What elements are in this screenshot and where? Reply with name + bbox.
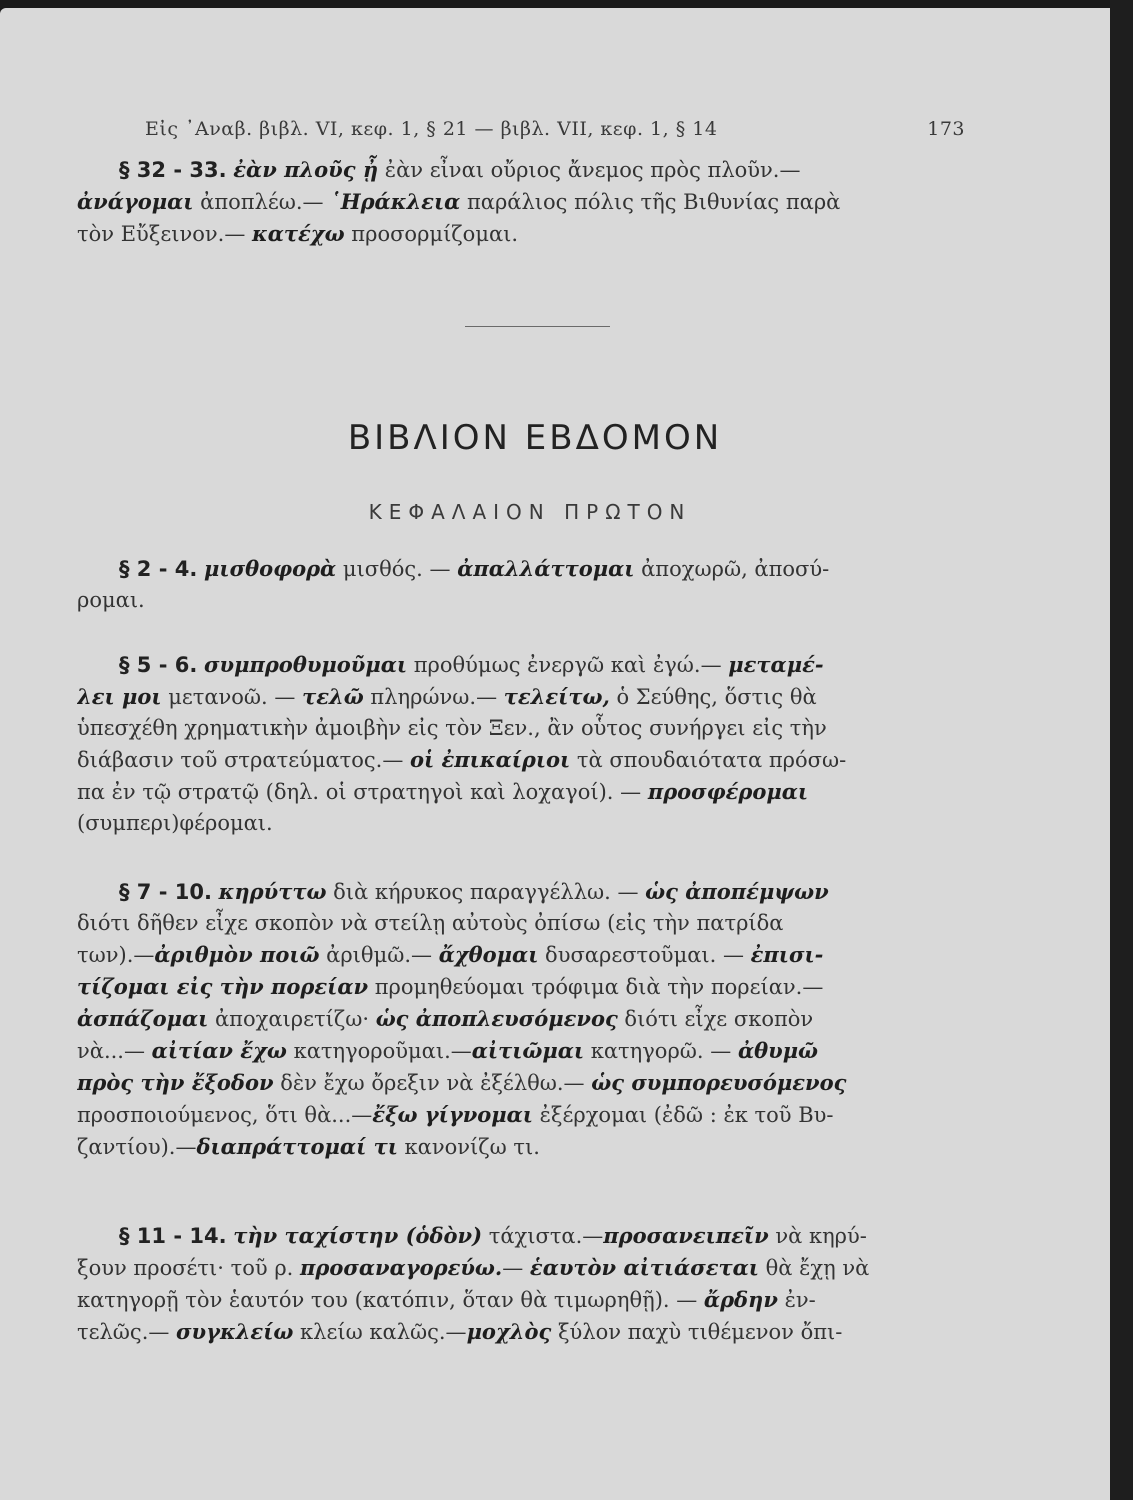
- gloss: (συμπερι)φέρομαι.: [77, 811, 273, 835]
- paragraph-sec-5-6: [77, 649, 967, 839]
- keyword: συμπροθυμοῦμαι: [204, 652, 408, 677]
- gloss: κατηγορῇ τὸν ἑαυτόν του (κατόπιν, ὅταν θὰ τιμωρηθῇ). —: [77, 1288, 704, 1312]
- paragraph-sec-2-4: [77, 553, 967, 616]
- gloss: ξύλον παχὺ τιθέμενον ὄπι-: [551, 1320, 843, 1344]
- gloss: νὰ κηρύ-: [768, 1224, 867, 1248]
- gloss: κανονίζω τι.: [397, 1135, 540, 1159]
- text-line: [77, 744, 967, 776]
- gloss: ἀποχωρῶ, ἀποσύ-: [634, 557, 830, 581]
- keyword: ὡς ἀποπλευσόμενος: [375, 1006, 618, 1031]
- keyword: αἰτιῶμαι: [471, 1038, 585, 1063]
- running-head: [145, 118, 965, 140]
- gloss: προμηθεύομαι τρόφιμα διὰ τὴν πορείαν.—: [368, 975, 824, 999]
- gloss: ξουν προσέτι· τοῦ ρ.: [77, 1256, 301, 1280]
- text-line: [77, 186, 967, 218]
- gloss: ρομαι.: [77, 588, 145, 612]
- keyword: ἔξω γίγνομαι: [372, 1102, 533, 1127]
- text-line: [77, 876, 967, 908]
- text-line: [77, 908, 967, 939]
- keyword: οἱ ἐπικαίριοι: [410, 747, 571, 772]
- gloss: ὑπεσχέθη χρηματικὴν ἀμοιβὴν εἰς τὸν Ξεν., ἂν οὗτος συνήργει εἰς τὴν: [77, 716, 827, 740]
- scan-edge: [1110, 0, 1133, 1500]
- keyword: ἐπισι-: [750, 942, 824, 967]
- keyword: διαπράττομαί τι: [196, 1134, 398, 1159]
- keyword: μοχλὸς: [466, 1319, 552, 1344]
- gloss: ὁ Σεύθης, ὅστις θὰ: [609, 685, 817, 709]
- text-line: [77, 218, 967, 250]
- keyword: ἀνάγομαι: [77, 189, 194, 214]
- gloss: ζαντίου).—: [77, 1135, 197, 1159]
- keyword: πρὸς τὴν ἔξοδον: [77, 1070, 274, 1095]
- keyword: μεταμέ-: [728, 652, 824, 677]
- gloss: ἐξέρχομαι (ἐδῶ : ἐκ τοῦ Βυ-: [532, 1103, 834, 1127]
- text-line: [77, 585, 967, 616]
- text-line: [77, 1220, 967, 1252]
- text-line: [77, 1003, 967, 1035]
- gloss: ἐν-: [777, 1288, 816, 1312]
- gloss: προσποιούμενος, ὅτι θὰ...—: [77, 1103, 373, 1127]
- gloss: τάχιστα.—: [482, 1224, 604, 1248]
- gloss: κλείω καλῶς.—: [293, 1320, 467, 1344]
- text-line: [77, 154, 967, 186]
- keyword: τὴν ταχίστην (ὁδὸν): [233, 1223, 483, 1248]
- text-line: [77, 649, 967, 681]
- text-line: [77, 971, 967, 1003]
- text-line: [77, 1252, 967, 1284]
- gloss: δυσαρεστοῦμαι. —: [538, 943, 751, 967]
- text-line: [77, 1099, 967, 1131]
- keyword: ἀριθμὸν ποιῶ: [154, 942, 320, 967]
- text-line: [77, 681, 967, 713]
- keyword: μισθοφορὰ: [204, 556, 337, 581]
- paragraph-sec-11-14: [77, 1220, 967, 1348]
- text-line: [77, 1316, 967, 1348]
- gloss: προσορμίζομαι.: [344, 222, 519, 246]
- gloss: πα ἐν τῷ στρατῷ (δηλ. οἱ στρατηγοὶ καὶ λοχαγοί). —: [77, 780, 648, 804]
- keyword: κηρύττω: [218, 879, 327, 904]
- text-line: [77, 1131, 967, 1163]
- gloss: πληρώνω.—: [363, 685, 504, 709]
- gloss: διότι δῆθεν εἶχε σκοπὸν νὰ στείλῃ αὐτοὺς ὀπίσω (εἰς τὴν πατρίδα: [77, 911, 784, 935]
- keyword: προσαναγορεύω.: [300, 1255, 503, 1280]
- keyword: συγκλείω: [176, 1319, 294, 1344]
- keyword: προσφέρομαι: [647, 779, 809, 804]
- keyword: τελῶ: [302, 684, 364, 709]
- text-line: [77, 1284, 967, 1316]
- keyword: ὡς συμπορευσόμενος: [591, 1070, 847, 1095]
- gloss: ἐὰν εἶναι οὔριος ἄνεμος πρὸς πλοῦν.—: [378, 158, 801, 182]
- gloss: μετανοῶ. —: [161, 685, 303, 709]
- text-line: [77, 713, 967, 744]
- text-line: [77, 776, 967, 808]
- text-line: [77, 939, 967, 971]
- section-number: § 32 - 33.: [119, 158, 227, 182]
- divider-rule: [465, 326, 610, 327]
- paragraph-sec-32-33: [77, 154, 967, 250]
- gloss: διότι εἶχε σκοπὸν: [617, 1007, 814, 1031]
- gloss: τελῶς.—: [77, 1320, 177, 1344]
- keyword: ἀσπάζομαι: [77, 1006, 209, 1031]
- text-line: [77, 1067, 967, 1099]
- keyword: προσανειπεῖν: [603, 1223, 769, 1248]
- keyword: ἑαυτὸν αἰτιάσεται: [529, 1255, 759, 1280]
- gloss: προθύμως ἐνεργῶ καὶ ἐγώ.—: [407, 653, 729, 677]
- keyword: κατέχω: [252, 221, 345, 246]
- gloss: διάβασιν τοῦ στρατεύματος.—: [77, 748, 411, 772]
- keyword: τελείτω,: [503, 684, 610, 709]
- text-line: [77, 553, 967, 585]
- gloss: —: [502, 1256, 530, 1280]
- gloss: δὲν ἔχω ὄρεξιν νὰ ἐξέλθω.—: [273, 1071, 592, 1095]
- keyword: ἀπαλλάττομαι: [457, 556, 635, 581]
- keyword: ἐὰν πλοῦς ᾖ: [233, 157, 379, 182]
- chapter-title: ΚΕΦΑΛΑΙΟΝ ΠΡΩΤΟΝ: [368, 500, 692, 524]
- gloss: τὰ σπουδαιότατα πρόσω-: [570, 748, 847, 772]
- section-number: § 2 - 4.: [119, 557, 198, 581]
- gloss: των).—: [77, 943, 155, 967]
- gloss: νὰ...—: [77, 1039, 152, 1063]
- gloss: ἀποπλέω.—: [193, 190, 331, 214]
- keyword: ἄρδην: [703, 1287, 778, 1312]
- keyword: ἄχθομαι: [438, 942, 539, 967]
- gloss: ἀποχαιρετίζω·: [208, 1007, 376, 1031]
- gloss: παράλιος πόλις τῆς Βιθυνίας παρὰ: [460, 190, 841, 214]
- gloss: θὰ ἔχῃ νὰ: [758, 1256, 870, 1280]
- gloss: μισθός. —: [336, 557, 458, 581]
- section-number: § 7 - 10.: [119, 880, 212, 904]
- gloss: κατηγοροῦμαι.—: [286, 1039, 472, 1063]
- paragraph-sec-7-10: [77, 876, 967, 1163]
- text-line: [77, 1035, 967, 1067]
- keyword: τίζομαι εἰς τὴν πορείαν: [77, 974, 369, 999]
- gloss: κατηγορῶ. —: [584, 1039, 738, 1063]
- text-line: [77, 808, 967, 839]
- page-number: 173: [927, 118, 965, 140]
- keyword: λει μοι: [77, 684, 162, 709]
- book-page: [0, 8, 1110, 1500]
- gloss: ἀριθμῶ.—: [319, 943, 439, 967]
- book-title: ΒΙΒΛΙΟΝ ΕΒΔΟΜΟΝ: [347, 418, 723, 458]
- keyword: ἀθυμῶ: [737, 1038, 819, 1063]
- gloss: διὰ κήρυκος παραγγέλλω. —: [326, 880, 646, 904]
- running-head-text: Εἰς ᾿Αναβ. βιβλ. VI, κεφ. 1, § 21 — βιβλ. VII, κεφ. 1, § 14: [145, 118, 718, 140]
- section-number: § 11 - 14.: [119, 1224, 227, 1248]
- keyword: ῾Ηράκλεια: [330, 189, 461, 214]
- section-number: § 5 - 6.: [119, 653, 198, 677]
- keyword: ὡς ἀποπέμψων: [645, 879, 829, 904]
- keyword: αἰτίαν ἔχω: [151, 1038, 287, 1063]
- gloss: τὸν Εὔξεινον.—: [77, 222, 253, 246]
